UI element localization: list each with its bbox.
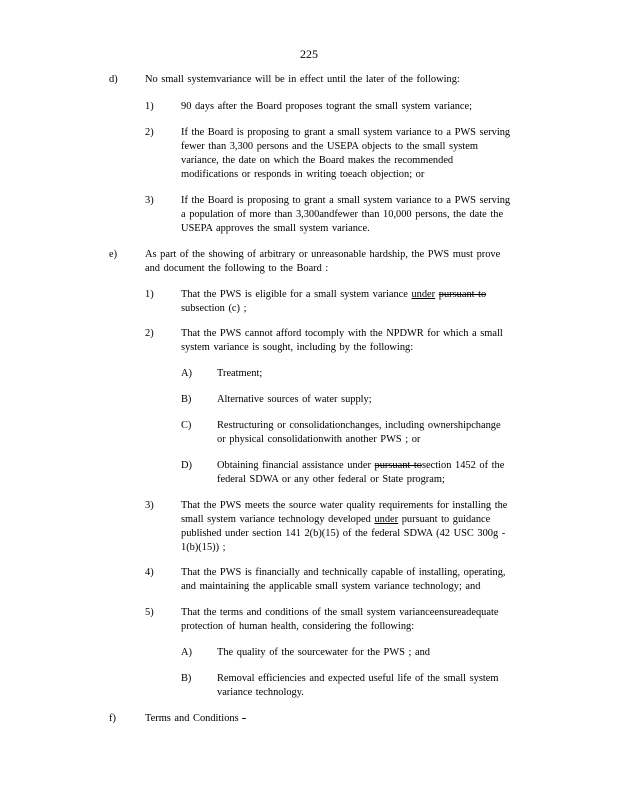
- text-line: or physical consolidationwith another PWS ; or: [217, 434, 421, 445]
- text-line: USEPA approves the small system variance.: [181, 223, 370, 234]
- text-line: and maintaining the applicable small system variance technology; and: [181, 581, 481, 592]
- text-line: Obtaining financial assistance under pursuant tosection 1452 of the: [217, 460, 505, 471]
- text-line: No small systemvariance will be in effect until the later of the following:: [145, 74, 460, 85]
- d-item-1-text: [181, 100, 538, 114]
- text-line: That the PWS is eligible for a small system variance under pursuant to: [181, 289, 487, 300]
- e-2-subitem-b-text: [217, 393, 532, 407]
- d-item-2-text: [181, 126, 538, 182]
- e-item-2-label: 2): [145, 328, 154, 339]
- d-item-3-label: 3): [145, 195, 154, 206]
- text-line: Terms and Conditions -: [145, 713, 246, 724]
- section-e-text: [145, 248, 538, 276]
- e-5-subitem-b-text: [217, 672, 532, 700]
- e-5-subitem-a-text: [217, 646, 532, 660]
- text-line: That the PWS cannot afford tocomply with the NPDWR for which a small: [181, 328, 503, 339]
- text-line: 90 days after the Board proposes togrant the small system variance;: [181, 101, 473, 112]
- text-line: Removal efficiencies and expected useful life of the small system: [217, 673, 499, 684]
- text-line: If the Board is proposing to grant a small system variance to a PWS serving: [181, 195, 511, 206]
- text-line: variance technology.: [217, 687, 304, 698]
- section-d-text: [145, 73, 538, 87]
- e-2-subitem-a-label: A): [181, 368, 192, 379]
- inserted-text: under: [411, 289, 436, 300]
- text-line: That the terms and conditions of the small system varianceensureadequate: [181, 607, 499, 618]
- text-line: 1(b)(15)) ;: [181, 542, 226, 553]
- d-item-2-label: 2): [145, 127, 154, 138]
- e-item-3-text: [181, 499, 538, 555]
- e-item-5-label: 5): [145, 607, 154, 618]
- text-line: system variance is sought, including by the following:: [181, 342, 414, 353]
- text-line: As part of the showing of arbitrary or unreasonable hardship, the PWS must prove: [145, 249, 501, 260]
- e-2-subitem-b-label: B): [181, 394, 192, 405]
- deleted-text: pursuant to: [374, 460, 422, 471]
- text-line: small system variance technology developed under pursuant to guidance: [181, 514, 491, 525]
- section-d-label: d): [109, 74, 118, 85]
- deleted-text: pursuant to: [438, 289, 487, 300]
- text-line: a population of more than 3,300andfewer than 10,000 persons, the date the: [181, 209, 504, 220]
- text-line: Treatment;: [217, 368, 263, 379]
- text-line: That the PWS is financially and technically capable of installing, operating,: [181, 567, 506, 578]
- e-item-1-label: 1): [145, 289, 154, 300]
- text-line: federal SDWA or any other federal or State program;: [217, 474, 445, 485]
- e-5-subitem-a-label: A): [181, 647, 192, 658]
- deleted-text: -: [242, 713, 246, 724]
- text-line: fewer than 3,300 persons and the USEPA objects to the small system: [181, 141, 478, 152]
- e-5-subitem-b-label: B): [181, 673, 192, 684]
- page-number: 225: [300, 47, 318, 61]
- e-2-subitem-a-text: [217, 367, 532, 381]
- section-f-label: f): [109, 713, 116, 724]
- text-line: subsection (c) ;: [181, 303, 247, 314]
- text-line: published under section 141 2(b)(15) of the federal SDWA (42 USC 300g -: [181, 528, 506, 539]
- text-line: protection of human health, considering the following:: [181, 621, 415, 632]
- d-item-1-label: 1): [145, 101, 154, 112]
- text-line: modifications or responds in writing toeach objection; or: [181, 169, 425, 180]
- e-2-subitem-c-text: [217, 419, 532, 447]
- inserted-text: under: [374, 514, 399, 525]
- text-line: If the Board is proposing to grant a small system variance to a PWS serving: [181, 127, 511, 138]
- e-item-2-text: [181, 327, 538, 355]
- text-line: That the PWS meets the source water quality requirements for installing the: [181, 500, 508, 511]
- e-2-subitem-d-text: [217, 459, 532, 487]
- text-line: The quality of the sourcewater for the PWS ; and: [217, 647, 430, 658]
- text-line: and document the following to the Board :: [145, 263, 329, 274]
- text-line: Alternative sources of water supply;: [217, 394, 372, 405]
- text-line: Restructuring or consolidationchanges, including ownershipchange: [217, 420, 501, 431]
- e-item-3-label: 3): [145, 500, 154, 511]
- d-item-3-text: [181, 194, 538, 236]
- e-item-1-text: [181, 288, 538, 316]
- section-e-label: e): [109, 249, 118, 260]
- e-2-subitem-d-label: D): [181, 460, 192, 471]
- text-line: variance, the date on which the Board makes the recommended: [181, 155, 454, 166]
- e-item-4-label: 4): [145, 567, 154, 578]
- e-item-4-text: [181, 566, 538, 594]
- e-2-subitem-c-label: C): [181, 420, 192, 431]
- section-f-text: [145, 712, 538, 726]
- e-item-5-text: [181, 606, 538, 634]
